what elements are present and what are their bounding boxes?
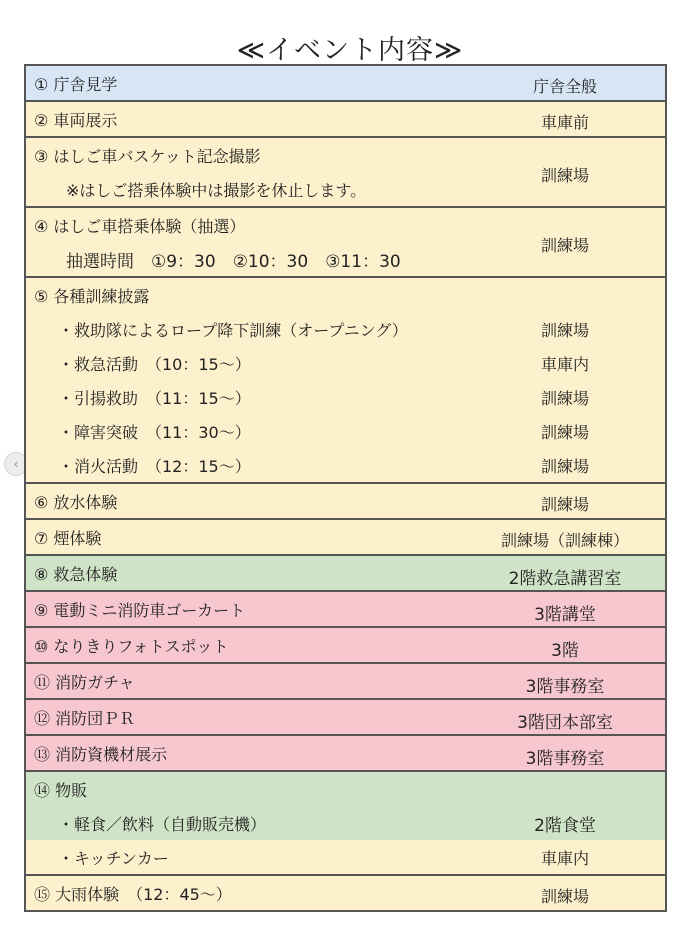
event-location: 2階救急講習室 [508,569,622,589]
event-location: 3階 [551,641,579,661]
sub-item-location: 訓練場 [540,422,589,442]
sub-item-label: ・救助隊によるロープ降下訓練（オープニング） [58,320,408,340]
event-location: 3階団本部室 [517,713,613,733]
event-note: 抽選時間 ①9：30 ②10：30 ③11：30 [66,251,401,272]
event-label: ⑦ 煙体験 [34,528,102,548]
event-note: ※はしご搭乗体験中は撮影を休止します。 [66,180,367,200]
page-title: ≪イベント内容≫ [236,35,464,66]
event-location: 3階事務室 [525,749,605,769]
event-row [26,520,665,556]
event-row [26,664,665,700]
event-label: ⑩ なりきりフォトスポット [34,636,229,656]
sub-item-location: 車庫内 [540,848,589,868]
event-label: ⑤ 各種訓練披露 [34,286,150,306]
event-location: 訓練場 [540,495,589,514]
event-label: ① 庁舎見学 [34,74,118,94]
event-row [26,736,665,772]
event-row [26,102,665,138]
event-location: 訓練場 [540,166,589,185]
event-table [24,64,667,912]
sub-item-label: ・軽食／飲料（自動販売機） [58,814,267,834]
sub-item-location: 訓練場 [540,456,589,476]
event-row [26,138,665,208]
event-row [26,628,665,664]
sub-item-location: 2階食堂 [534,815,596,836]
event-row [26,208,665,278]
sub-item-label: ・キッチンカー [58,848,169,868]
event-label: ④ はしご車搭乗体験（抽選） [34,216,246,236]
event-label: ② 車両展示 [34,110,118,130]
sub-item-label: ・引揚救助 （11：15〜） [58,388,251,408]
event-row [26,772,665,876]
sub-item-location: 車庫内 [540,354,589,374]
sub-item-location: 訓練場 [540,388,589,408]
event-label: ⑫ 消防団ＰＲ [34,708,136,728]
sub-item-label: ・消火活動 （12：15〜） [58,456,251,476]
merchandise-green-block [26,772,665,840]
event-label: ⑮ 大雨体験 （12：45〜） [34,884,232,904]
event-row [26,592,665,628]
event-label: ⑪ 消防ガチャ [34,672,135,692]
sub-item-location: 訓練場 [540,320,589,340]
event-label: ⑬ 消防資機材展示 [34,744,168,764]
event-location: 庁舎全般 [532,77,597,96]
event-row [26,876,665,910]
event-location: 訓練場 [540,887,589,906]
event-row [26,66,665,102]
event-location: 訓練場（訓練棟） [500,531,629,550]
sub-item-label: ・救急活動 （10：15〜） [58,354,251,374]
sub-item-label: ・障害突破 （11：30〜） [58,422,251,442]
event-location: 3階講堂 [534,605,596,625]
event-location: 車庫前 [540,113,589,132]
merchandise-yellow-block [26,840,665,874]
event-row [26,700,665,736]
chevron-left-icon: ‹ [13,457,19,471]
event-row [26,484,665,520]
event-label: ⑨ 電動ミニ消防車ゴーカート [34,600,246,620]
event-row [26,278,665,484]
event-location: 3階事務室 [525,677,605,697]
event-label: ⑥ 放水体験 [34,492,118,512]
event-label: ③ はしご車バスケット記念撮影 [34,146,261,166]
event-label: ⑭ 物販 [34,780,88,800]
event-location: 訓練場 [540,236,589,255]
event-label: ⑧ 救急体験 [34,564,118,584]
event-row [26,556,665,592]
